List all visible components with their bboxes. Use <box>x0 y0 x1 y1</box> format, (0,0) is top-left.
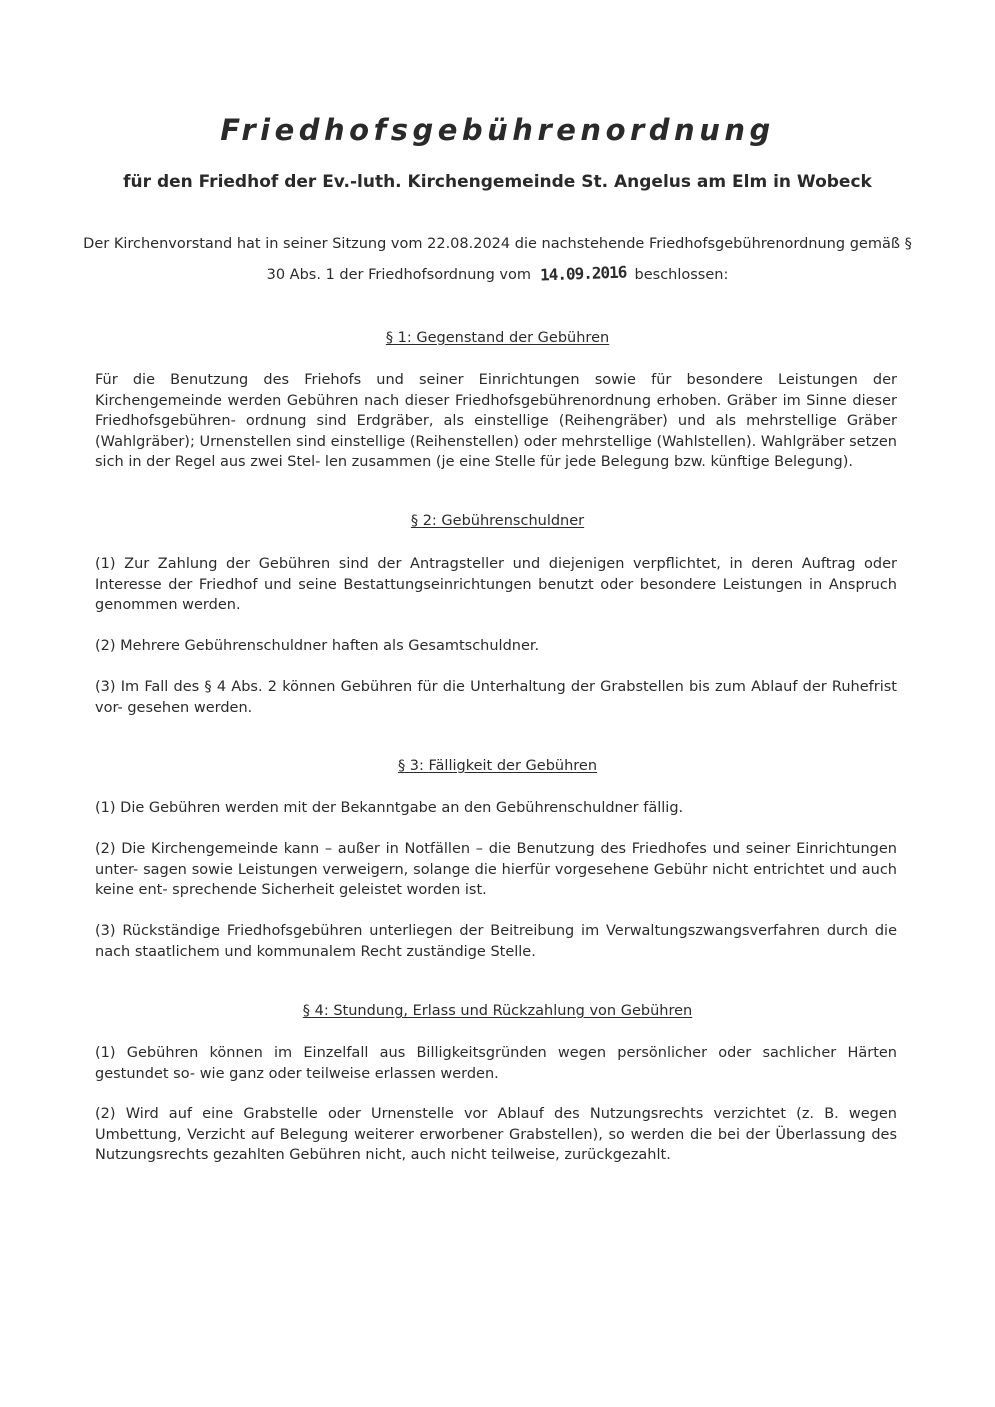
section-2-paragraph-1: (1) Zur Zahlung der Gebühren sind der Antragsteller und diejenigen verpflichtet, in deren Auftrag oder Interesse der Friedhof und seine Bestattungseinrichtungen benutzt oder besondere Leistungen in Anspruch genommen werden. <box>95 556 897 613</box>
section-1-paragraph-1: Für die Benutzung des Friehofs und seiner Einrichtungen sowie für besondere Leistungen der Kirchengemeinde werden Gebühren nach dieser Friedhofsgebührenordnung erhoben. Gräber im Sinne dieser Friedhofsgebühren- ordnung sind Erdgräber, als einstellige (Reihengräber) und als mehrstellige Gräber (Wahlgräber); Urnenstellen sind einstellige (Reihenstellen) oder mehrstellige (Wahlstellen). Wahlgräber setzen sich in der Regel aus zwei Stel- len zusammen (je eine Stelle für jede Belegung bzw. künftige Belegung). <box>95 372 897 470</box>
section-2-heading: § 2: Gebührenschuldner <box>410 513 585 529</box>
section-2-paragraph-3: (3) Im Fall des § 4 Abs. 2 können Gebühren für die Unterhaltung der Grabstellen bis zum Ablauf der Ruhefrist vor- gesehen werden. <box>95 679 897 716</box>
document-title: Friedhofsgebührenordnung <box>220 113 775 147</box>
section-3-paragraph-1: (1) Die Gebühren werden mit der Bekanntgabe an den Gebührenschuldner fällig. <box>95 800 684 816</box>
intro-text-part2: beschlossen: <box>634 267 729 283</box>
section-4-paragraph-1: (1) Gebühren können im Einzelfall aus Billigkeitsgründen wegen persönlicher oder sachlicher Härten gestundet so- wie ganz oder teilweise erlassen werden. <box>95 1045 897 1082</box>
document-subtitle: für den Friedhof der Ev.-luth. Kirchengemeinde St. Angelus am Elm in Wobeck <box>123 172 872 192</box>
intro-text-part1: Der Kirchenvorstand hat in seiner Sitzung vom 22.08.2024 die nachstehende Friedhofsgebührenordnung gemäß § 30 Abs. 1 der Friedhofsordnung vom <box>83 236 912 283</box>
section-4-paragraph-2: (2) Wird auf eine Grabstelle oder Urnenstelle vor Ablauf des Nutzungsrechts verzichtet (z. B. wegen Umbettung, Verzicht auf Belegung weiterer erworbener Grabstellen), so werden die bei der Überlassung des Nutzungsrechts gezahlten Gebühren nicht, auch nicht teilweise, zurückgezahlt. <box>95 1106 897 1163</box>
section-3-paragraph-3: (3) Rückständige Friedhofsgebühren unterliegen der Beitreibung im Verwaltungszwangsverfahren durch die nach staatlichem und kommunalem Recht zuständige Stelle. <box>95 923 897 960</box>
intro-paragraph <box>80 229 915 290</box>
section-3-heading: § 3: Fälligkeit der Gebühren <box>397 758 598 774</box>
section-3-paragraph-2: (2) Die Kirchengemeinde kann – außer in Notfällen – die Benutzung des Friedhofes und seiner Einrichtungen unter- sagen sowie Leistungen verweigern, solange die hierfür vorgesehene Gebühr nicht entrichtet und auch keine ent- sprechende Sicherheit geleistet worden ist. <box>95 841 897 898</box>
section-1-heading: § 1: Gegenstand der Gebühren <box>385 330 610 346</box>
handwritten-date: 14.09.2016 <box>539 262 627 285</box>
section-4-heading: § 4: Stundung, Erlass und Rückzahlung von Gebühren <box>302 1003 693 1019</box>
section-2-paragraph-2: (2) Mehrere Gebührenschuldner haften als Gesamtschuldner. <box>95 638 540 654</box>
